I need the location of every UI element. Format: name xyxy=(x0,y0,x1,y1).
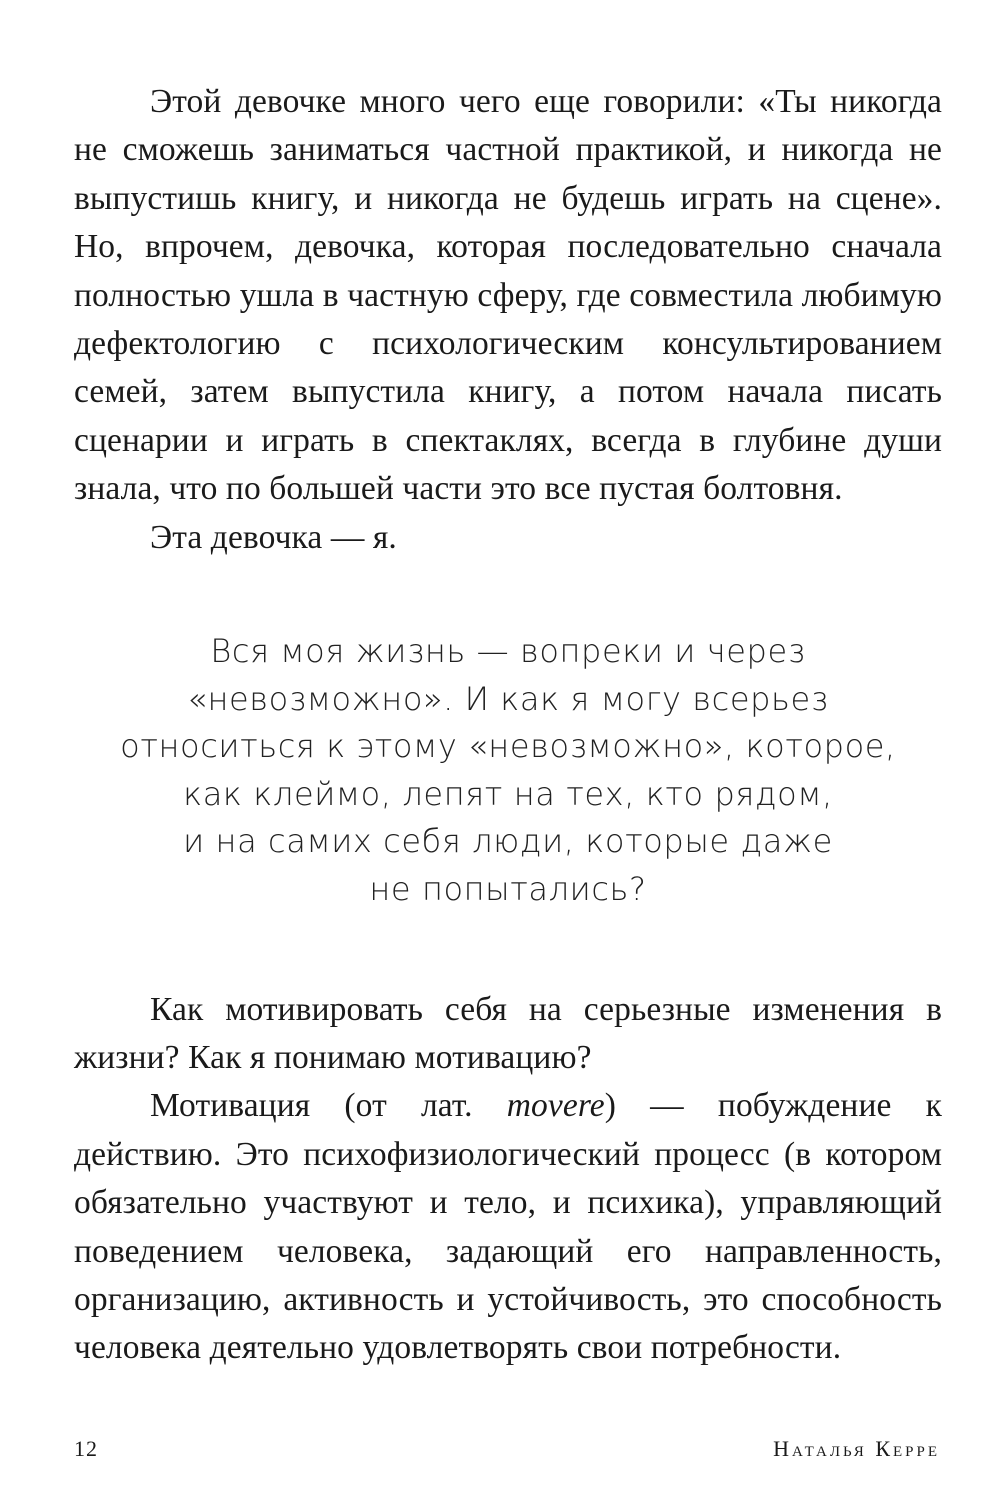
pull-quote xyxy=(74,628,942,914)
spacer xyxy=(74,914,942,986)
definition-text-rest: ) — побуждение к действию. Это психофизиологический процесс (в котором обязательно участвуют и тело, и психика), управляющий поведением человека, задающий его направленность, организацию, активность и устойчивость, это способность человека деятельно удовлетворять свои потребности. xyxy=(74,1087,942,1367)
page-body xyxy=(74,78,942,1373)
pull-quote-line: не попытались? xyxy=(369,870,647,909)
definition-text-start: Мотивация (от лат. xyxy=(150,1087,507,1125)
paragraph-motivation-question: Как мотивировать себя на серьезные изменения в жизни? Как я понимаю мотивацию? xyxy=(74,990,942,1077)
running-footer-author: Наталья Керре xyxy=(773,1436,940,1461)
paragraph-girl-told: Этой девочке много чего еще говорили: «Ты никогда не сможешь заниматься частной практикой, и никогда не выпустишь книгу, и никогда не будешь играть на сцене». Но, впрочем, девочка, которая последовательно сначала полностью ушла в частную сферу, где совместила любимую дефектологию с психологическим консультированием семей, затем выпустила книгу, а потом начала писать сценарии и играть в спектаклях, всегда в глубине души знала, что по большей части это все пустая болтовня. xyxy=(74,83,942,508)
pull-quote-line: и на самих себя люди, которые даже xyxy=(183,822,833,861)
pull-quote-line: Вся моя жизнь — вопреки и через xyxy=(210,632,806,671)
paragraph-this-girl-is-me: Эта девочка — я. xyxy=(150,518,397,556)
page-footer xyxy=(74,1436,940,1466)
latin-term: movere xyxy=(506,1087,605,1125)
pull-quote-line: относиться к этому «невозможно», которое, xyxy=(120,727,896,766)
pull-quote-line: «невозможно». И как я могу всерьез xyxy=(187,679,829,718)
page-number: 12 xyxy=(74,1436,98,1461)
paragraph-motivation-definition xyxy=(74,1082,942,1372)
pull-quote-line: как клеймо, лепят на тех, кто рядом, xyxy=(183,774,833,813)
spacer xyxy=(74,562,942,628)
